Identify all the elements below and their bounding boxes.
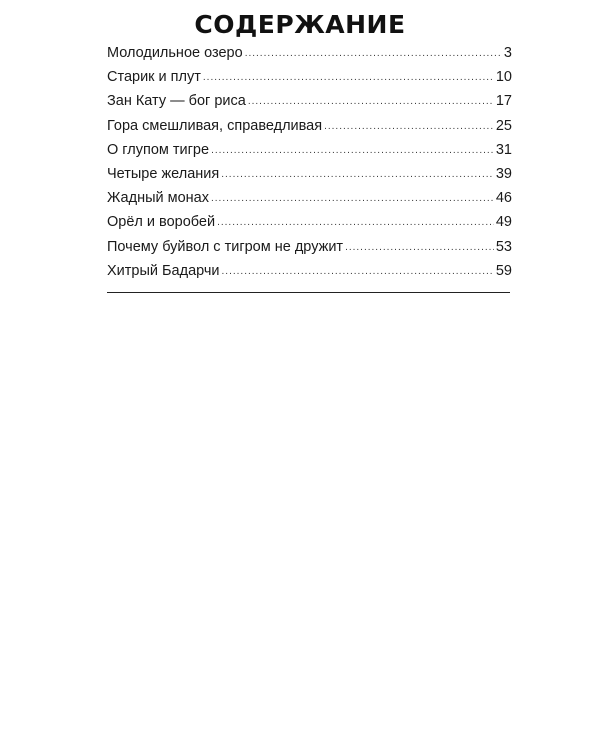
- toc-entry-title: Зан Кату — бог риса: [107, 93, 246, 110]
- page-title: СОДЕРЖАНИЕ: [194, 10, 406, 39]
- dot-leader: [245, 49, 502, 59]
- toc-entry-title: Хитрый Бадарчи: [107, 262, 220, 279]
- dot-leader: [203, 73, 494, 83]
- toc-entry-page: 17: [495, 93, 512, 110]
- toc-entry-page: 31: [495, 141, 512, 158]
- toc-entry: [107, 89, 512, 113]
- toc-entry-title: Орёл и воробей: [107, 214, 216, 231]
- toc-entry-page: 46: [495, 190, 512, 207]
- toc-entry: [107, 210, 512, 234]
- toc-entry-title: Жадный монах: [107, 190, 209, 207]
- toc-entry: [107, 138, 512, 162]
- dot-leader: [221, 170, 494, 180]
- toc-entry: [107, 186, 512, 210]
- toc-entry-title: Молодильное озеро: [107, 45, 243, 61]
- toc-entry: [107, 259, 512, 283]
- horizontal-rule: [107, 292, 510, 293]
- dot-leader: [222, 267, 494, 277]
- toc-entry-title: О глупом тигре: [107, 141, 210, 158]
- toc-entry-page: 53: [495, 238, 512, 255]
- toc-entry-title: Почему буйвол с тигром не дружит: [107, 238, 344, 255]
- toc-entry: [107, 162, 512, 186]
- toc-entry: [107, 41, 512, 65]
- toc-entry-title: Гора смешливая, справедливая: [107, 117, 323, 134]
- dot-leader: [211, 194, 494, 204]
- dot-leader: [248, 97, 494, 107]
- toc-entry-page: 10: [495, 69, 512, 86]
- toc-entry: [107, 235, 512, 259]
- dot-leader: [211, 146, 494, 156]
- toc-entry: [107, 114, 512, 138]
- toc-entry-page: 59: [495, 262, 512, 279]
- dot-leader: [217, 218, 494, 228]
- table-of-contents: [107, 41, 512, 283]
- toc-entry-page: 25: [495, 117, 512, 134]
- toc-entry-page: 3: [503, 45, 512, 61]
- toc-entry-title: Четыре желания: [107, 165, 220, 182]
- toc-entry-page: 39: [495, 165, 512, 182]
- toc-entry-page: 49: [495, 214, 512, 231]
- toc-entry-title: Старик и плут: [107, 69, 201, 86]
- dot-leader: [345, 243, 494, 253]
- toc-entry: [107, 65, 512, 89]
- dot-leader: [324, 122, 494, 132]
